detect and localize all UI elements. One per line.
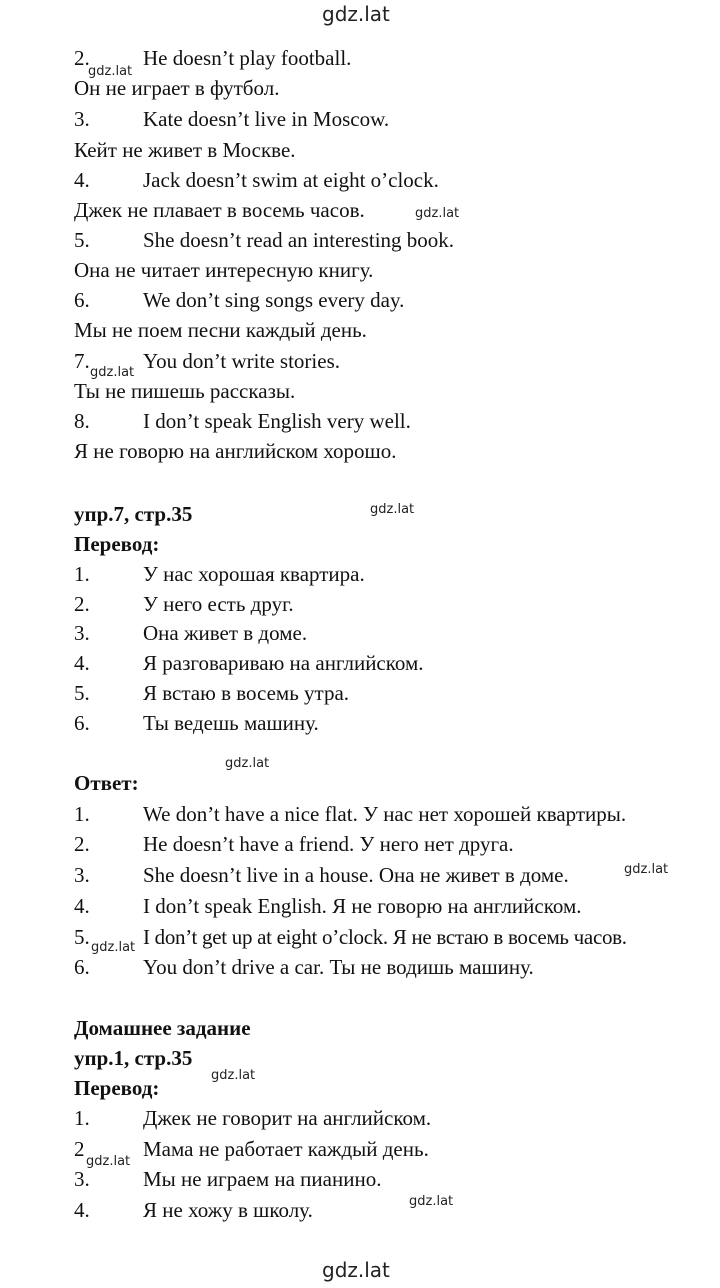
watermark-small: gdz.lat xyxy=(88,64,133,79)
item-text: Мы не играем на пианино. xyxy=(143,1167,382,1191)
item-russian: Ты не пишешь рассказы. xyxy=(74,379,296,403)
watermark-bottom: gdz.lat xyxy=(322,1258,390,1282)
item-text: I don’t speak English. Я не говорю на английском. xyxy=(143,894,582,918)
item-number: 6. xyxy=(74,711,90,735)
item-number: 5. xyxy=(74,228,90,252)
item-number: 3. xyxy=(74,863,90,887)
item-english: He doesn’t play football. xyxy=(143,46,352,70)
watermark-top: gdz.lat xyxy=(322,2,390,26)
exercise-title: упр.1, стр.35 xyxy=(74,1046,193,1070)
exercise-title: упр.7, стр.35 xyxy=(74,502,193,526)
item-number: 1. xyxy=(74,1106,90,1130)
item-text: Я не хожу в школу. xyxy=(143,1198,313,1222)
answer-heading: Ответ: xyxy=(74,771,139,795)
item-number: 3. xyxy=(74,1167,90,1191)
watermark-small: gdz.lat xyxy=(91,940,136,955)
item-number: 8. xyxy=(74,409,90,433)
watermark-small: gdz.lat xyxy=(225,756,270,771)
item-english: You don’t write stories. xyxy=(143,349,340,373)
item-text: Она живет в доме. xyxy=(143,621,308,645)
item-text: He doesn’t have a friend. У него нет друга. xyxy=(143,832,514,856)
translation-heading: Перевод: xyxy=(74,532,160,556)
item-text: У нас хорошая квартира. xyxy=(143,562,365,586)
item-text: Джек не говорит на английском. xyxy=(143,1106,432,1130)
item-number: 3. xyxy=(74,107,90,131)
item-russian: Джек не плавает в восемь часов. xyxy=(74,198,365,222)
item-russian: Мы не поем песни каждый день. xyxy=(74,318,367,342)
item-number: 1. xyxy=(74,802,90,826)
item-text: Мама не работает каждый день. xyxy=(143,1137,429,1161)
item-text: Я встаю в восемь утра. xyxy=(143,681,350,705)
item-text: We don’t have a nice flat. У нас нет хорошей квартиры. xyxy=(143,802,627,826)
item-russian: Кейт не живет в Москве. xyxy=(74,138,296,162)
item-russian: Она не читает интересную книгу. xyxy=(74,258,374,282)
item-text: You don’t drive a car. Ты не водишь машину. xyxy=(143,955,534,979)
item-number: 4. xyxy=(74,168,90,192)
watermark-small: gdz.lat xyxy=(370,502,415,517)
item-russian: Он не играет в футбол. xyxy=(74,76,280,100)
item-number: 2 xyxy=(74,1137,85,1161)
watermark-small: gdz.lat xyxy=(90,365,135,380)
item-number: 2. xyxy=(74,592,90,616)
item-english: We don’t sing songs every day. xyxy=(143,288,405,312)
item-number: 4. xyxy=(74,894,90,918)
item-english: She doesn’t read an interesting book. xyxy=(143,228,455,252)
watermark-small: gdz.lat xyxy=(211,1068,256,1083)
item-number: 3. xyxy=(74,621,90,645)
watermark-small: gdz.lat xyxy=(86,1154,131,1169)
item-number: 4. xyxy=(74,651,90,675)
item-number: 5. xyxy=(74,681,90,705)
item-text: I don’t get up at eight o’clock. Я не встаю в восемь часов. xyxy=(143,925,627,949)
item-english: Kate doesn’t live in Moscow. xyxy=(143,107,390,131)
homework-heading: Домашнее задание xyxy=(74,1016,251,1040)
item-number: 7. xyxy=(74,349,90,373)
item-english: Jack doesn’t swim at eight o’clock. xyxy=(143,168,439,192)
item-number: 5. xyxy=(74,925,90,949)
item-english: I don’t speak English very well. xyxy=(143,409,411,433)
watermark-small: gdz.lat xyxy=(409,1194,454,1209)
item-russian: Я не говорю на английском хорошо. xyxy=(74,439,397,463)
item-number: 6. xyxy=(74,288,90,312)
item-number: 6. xyxy=(74,955,90,979)
item-number: 2. xyxy=(74,46,90,70)
item-text: She doesn’t live in a house. Она не живет в доме. xyxy=(143,863,569,887)
translation-heading: Перевод: xyxy=(74,1076,160,1100)
item-number: 2. xyxy=(74,832,90,856)
watermark-small: gdz.lat xyxy=(624,862,669,877)
item-number: 1. xyxy=(74,562,90,586)
item-text: Ты ведешь машину. xyxy=(143,711,319,735)
item-number: 4. xyxy=(74,1198,90,1222)
item-text: Я разговариваю на английском. xyxy=(143,651,424,675)
watermark-small: gdz.lat xyxy=(415,206,460,221)
item-text: У него есть друг. xyxy=(143,592,294,616)
